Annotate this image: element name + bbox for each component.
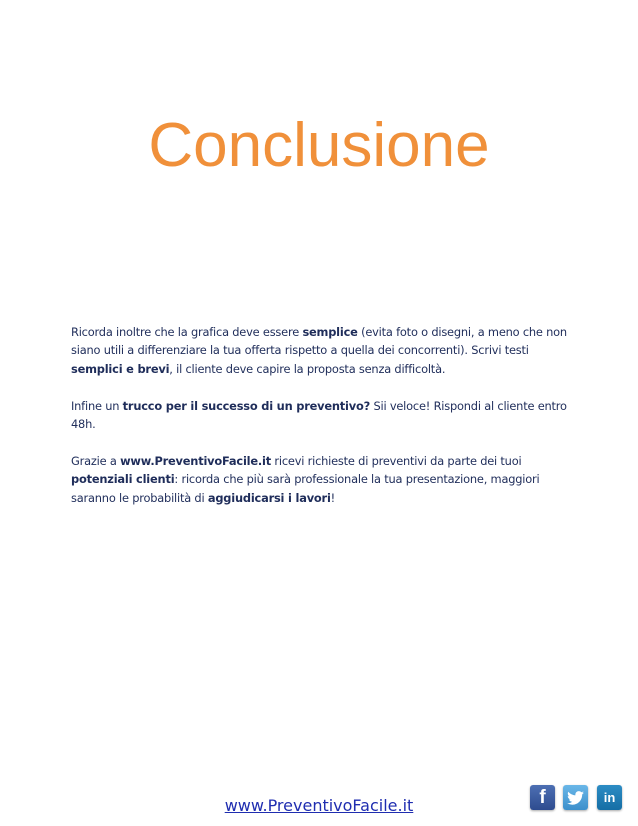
paragraph-design-tips	[71, 323, 571, 378]
bold-text: www.PreventivoFacile.it	[120, 453, 271, 468]
paragraph-text: , il cliente deve capire la proposta senza difficoltà.	[169, 361, 446, 376]
paragraph-text: : ricorda che più sarà professionale la tua presentazione, maggiori saranno le probabilità di	[71, 472, 540, 505]
linkedin-icon: in	[603, 790, 616, 805]
paragraph-text: ricevi richieste di preventivi da parte dei tuoi	[270, 453, 522, 468]
paragraph-text: Infine un	[71, 398, 123, 413]
bold-text: trucco per il successo di un preventivo?	[122, 398, 371, 413]
bold-text: aggiudicarsi i lavori	[207, 490, 331, 505]
paragraph-text: !	[330, 490, 336, 505]
bold-text: semplici e brevi	[71, 361, 170, 376]
facebook-button[interactable]	[530, 785, 555, 810]
twitter-button[interactable]	[563, 785, 588, 810]
linkedin-button[interactable]	[597, 785, 622, 810]
footer-website-link[interactable]: www.PreventivoFacile.it	[224, 796, 414, 815]
page-title: Conclusione	[148, 111, 490, 180]
twitter-icon	[567, 791, 584, 805]
bold-text: potenziali clienti	[71, 472, 175, 487]
paragraph-text: Ricorda inoltre che la grafica deve essere	[71, 325, 303, 339]
bold-text: semplice	[302, 325, 358, 339]
paragraph-speed-tip	[71, 397, 571, 434]
paragraph-text: Sii veloce! Rispondi al cliente entro 48h.	[71, 398, 567, 432]
paragraph-text: (evita foto o disegni, a meno che non siano utili a differenziare la tua offerta rispetto a quella dei concorrenti). Scrivi testi	[71, 325, 567, 358]
paragraph-text: Grazie a	[71, 453, 121, 468]
paragraph-closing	[71, 452, 571, 507]
body-text	[71, 323, 571, 525]
facebook-icon: f	[539, 786, 546, 808]
